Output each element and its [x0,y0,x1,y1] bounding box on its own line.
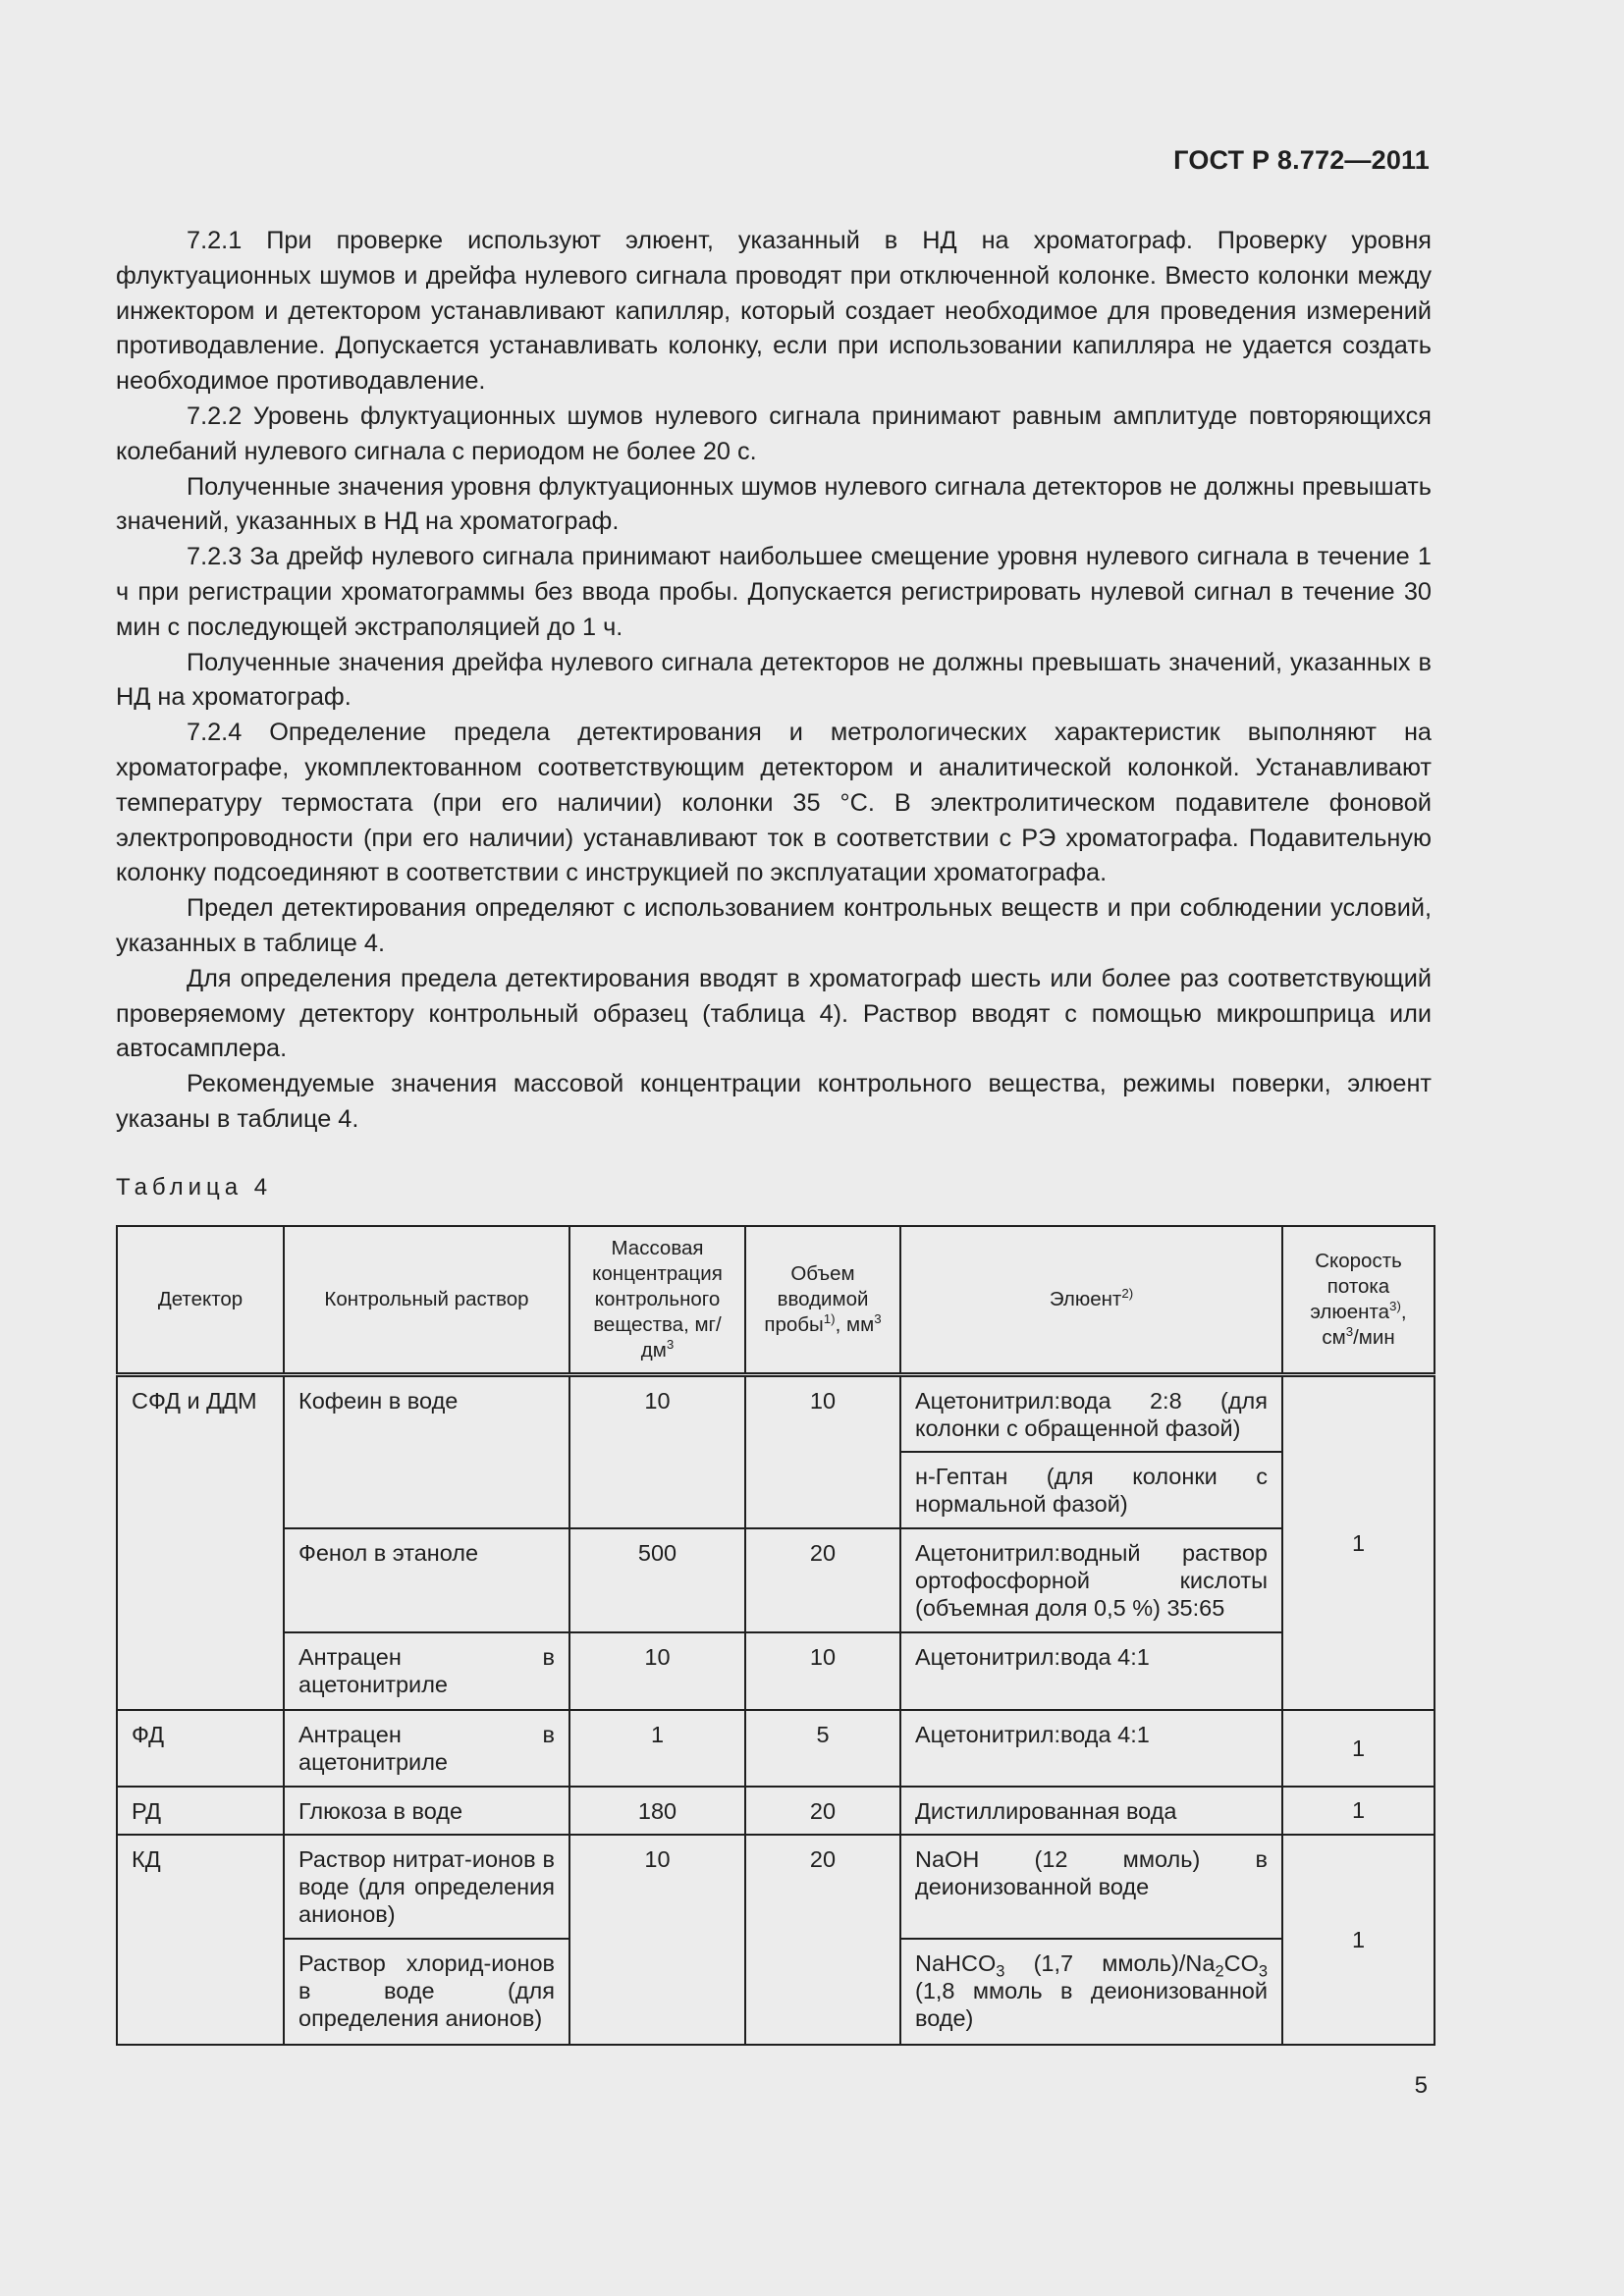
cell-eluent: Ацетонитрил:вода 4:1 [900,1710,1282,1787]
cell-speed: 1 [1282,1375,1435,1710]
cell-eluent: Дистиллированная вода [900,1787,1282,1835]
paragraph: 7.2.1 При проверке используют элюент, указанный в НД на хроматограф. Проверку уровня флуктуационных шумов и дрейфа нулевого сигнала проводят при отключенной колонке. Вместо колонки между инжектором и детектором устанавливают капилляр, который создает необходимое для проведения измерений противодавление. Допускается устанавливать колонку, если при использовании капилляра не удается создать необходимое противодавление. [116,227,1432,396]
paragraph: 7.2.4 Определение предела детектирования и метрологических характеристик выполняют на хроматографе, укомплектованном соответствующим детектором и аналитической колонкой. Устанавливают температуру термостата (при его наличии) колонки 35 °С. В электролитическом подавителе фоновой электропроводности (при его наличии) устанавливают ток в соответствии с РЭ хроматографа. Подавительную колонку подсоединяют в соответствии с инструкцией по эксплуатации хроматографа. [116,719,1432,887]
header-speed: Скорость потока элюента$^{3)}$, $см^3$/мин [1282,1226,1435,1375]
cell-volume: 20 [745,1835,900,2045]
cell-concentration: 500 [569,1528,745,1632]
cell-eluent: Ацетонитрил:вода 4:1 [900,1632,1282,1710]
cell-solution: Глюкоза в воде [284,1787,569,1835]
cell-concentration: 10 [569,1835,745,2045]
document-header: ГОСТ Р 8.772—2011 [1173,145,1430,175]
header-solution: Контрольный раствор [284,1226,569,1375]
cell-eluent: Ацетонитрил:вода 2:8 (для колонки с обращенной фазой) [900,1375,1282,1452]
header-concentration: Массовая концентрация контрольного вещества, $мг/дм^3$ [569,1226,745,1375]
table-4 [116,1225,1435,2046]
cell-speed: 1 [1282,1787,1435,1835]
cell-concentration: 1 [569,1710,745,1787]
table-caption: Таблица 4 [116,1174,273,1201]
cell-solution: Кофеин в воде [284,1375,569,1528]
cell-volume: 10 [745,1632,900,1710]
table-row [117,1528,1435,1632]
cell-eluent: NaOH (12 ммоль) в деионизованной воде [900,1835,1282,1939]
header-eluent: Элюент$^{2)}$ [900,1226,1282,1375]
table-header-row [117,1226,1435,1375]
cell-volume: 10 [745,1375,900,1528]
cell-volume: 20 [745,1528,900,1632]
cell-eluent: NaHCO$_3$ (1,7 $ммоль)/Na_2CO_3$ (1,8 ммоль в деионизованной воде) [900,1939,1282,2045]
cell-speed: 1 [1282,1710,1435,1787]
table-row [117,1375,1435,1452]
header-volume: Объем вводимой пробы$^{1)}$, $мм^3$ [745,1226,900,1375]
paragraph: Рекомендуемые значения массовой концентрации контрольного вещества, режимы поверки, элюент указаны в таблице 4. [116,1070,1432,1133]
cell-solution: Антрацен в ацетонитриле [284,1632,569,1710]
cell-detector: РД [117,1787,284,1835]
paragraph: 7.2.2 Уровень флуктуационных шумов нулевого сигнала принимают равным амплитуде повторяющихся колебаний нулевого сигнала с периодом не более 20 с. [116,401,1432,465]
body-text [116,224,1432,1138]
table-row [117,1710,1435,1787]
cell-concentration: 10 [569,1375,745,1528]
paragraph: Для определения предела детектирования вводят в хроматограф шесть или более раз соответствующий проверяемому детектору контрольный образец (таблица 4). Раствор вводят с помощью микрошприца или автосамплера. [116,964,1432,1063]
cell-solution: Антрацен в ацетонитриле [284,1710,569,1787]
cell-volume: 20 [745,1787,900,1835]
cell-speed: 1 [1282,1835,1435,2045]
cell-concentration: 180 [569,1787,745,1835]
cell-solution: Раствор хлорид-ионов в воде (для определения анионов) [284,1939,569,2045]
cell-detector: КД [117,1835,284,2045]
paragraph: Полученные значения уровня флуктуационных шумов нулевого сигнала детекторов не должны превышать значений, указанных в НД на хроматограф. [116,472,1432,536]
cell-eluent: Ацетонитрил:водный раствор ортофосфорной кислоты (объемная доля 0,5 %) 35:65 [900,1528,1282,1632]
page-number: 5 [1414,2072,1428,2099]
cell-eluent: н-Гептан (для колонки с нормальной фазой) [900,1452,1282,1528]
cell-solution: Фенол в этаноле [284,1528,569,1632]
paragraph: 7.2.3 За дрейф нулевого сигнала принимают наибольшее смещение уровня нулевого сигнала в течение 1 ч при регистрации хроматограммы без ввода пробы. Допускается регистрировать нулевой сигнал в течение 30 мин с последующей экстраполяцией до 1 ч. [116,543,1432,641]
paragraph: Предел детектирования определяют с использованием контрольных веществ и при соблюдении условий, указанных в таблице 4. [116,894,1432,957]
paragraph: Полученные значения дрейфа нулевого сигнала детекторов не должны превышать значений, указанных в НД на хроматограф. [116,648,1432,712]
cell-solution: Раствор нитрат-ионов в воде (для определения анионов) [284,1835,569,1939]
header-detector: Детектор [117,1226,284,1375]
table-row [117,1835,1435,1939]
cell-detector: ФД [117,1710,284,1787]
cell-volume: 5 [745,1710,900,1787]
table-row [117,1632,1435,1710]
cell-concentration: 10 [569,1632,745,1710]
table-row [117,1787,1435,1835]
cell-detector: СФД и ДДМ [117,1375,284,1710]
